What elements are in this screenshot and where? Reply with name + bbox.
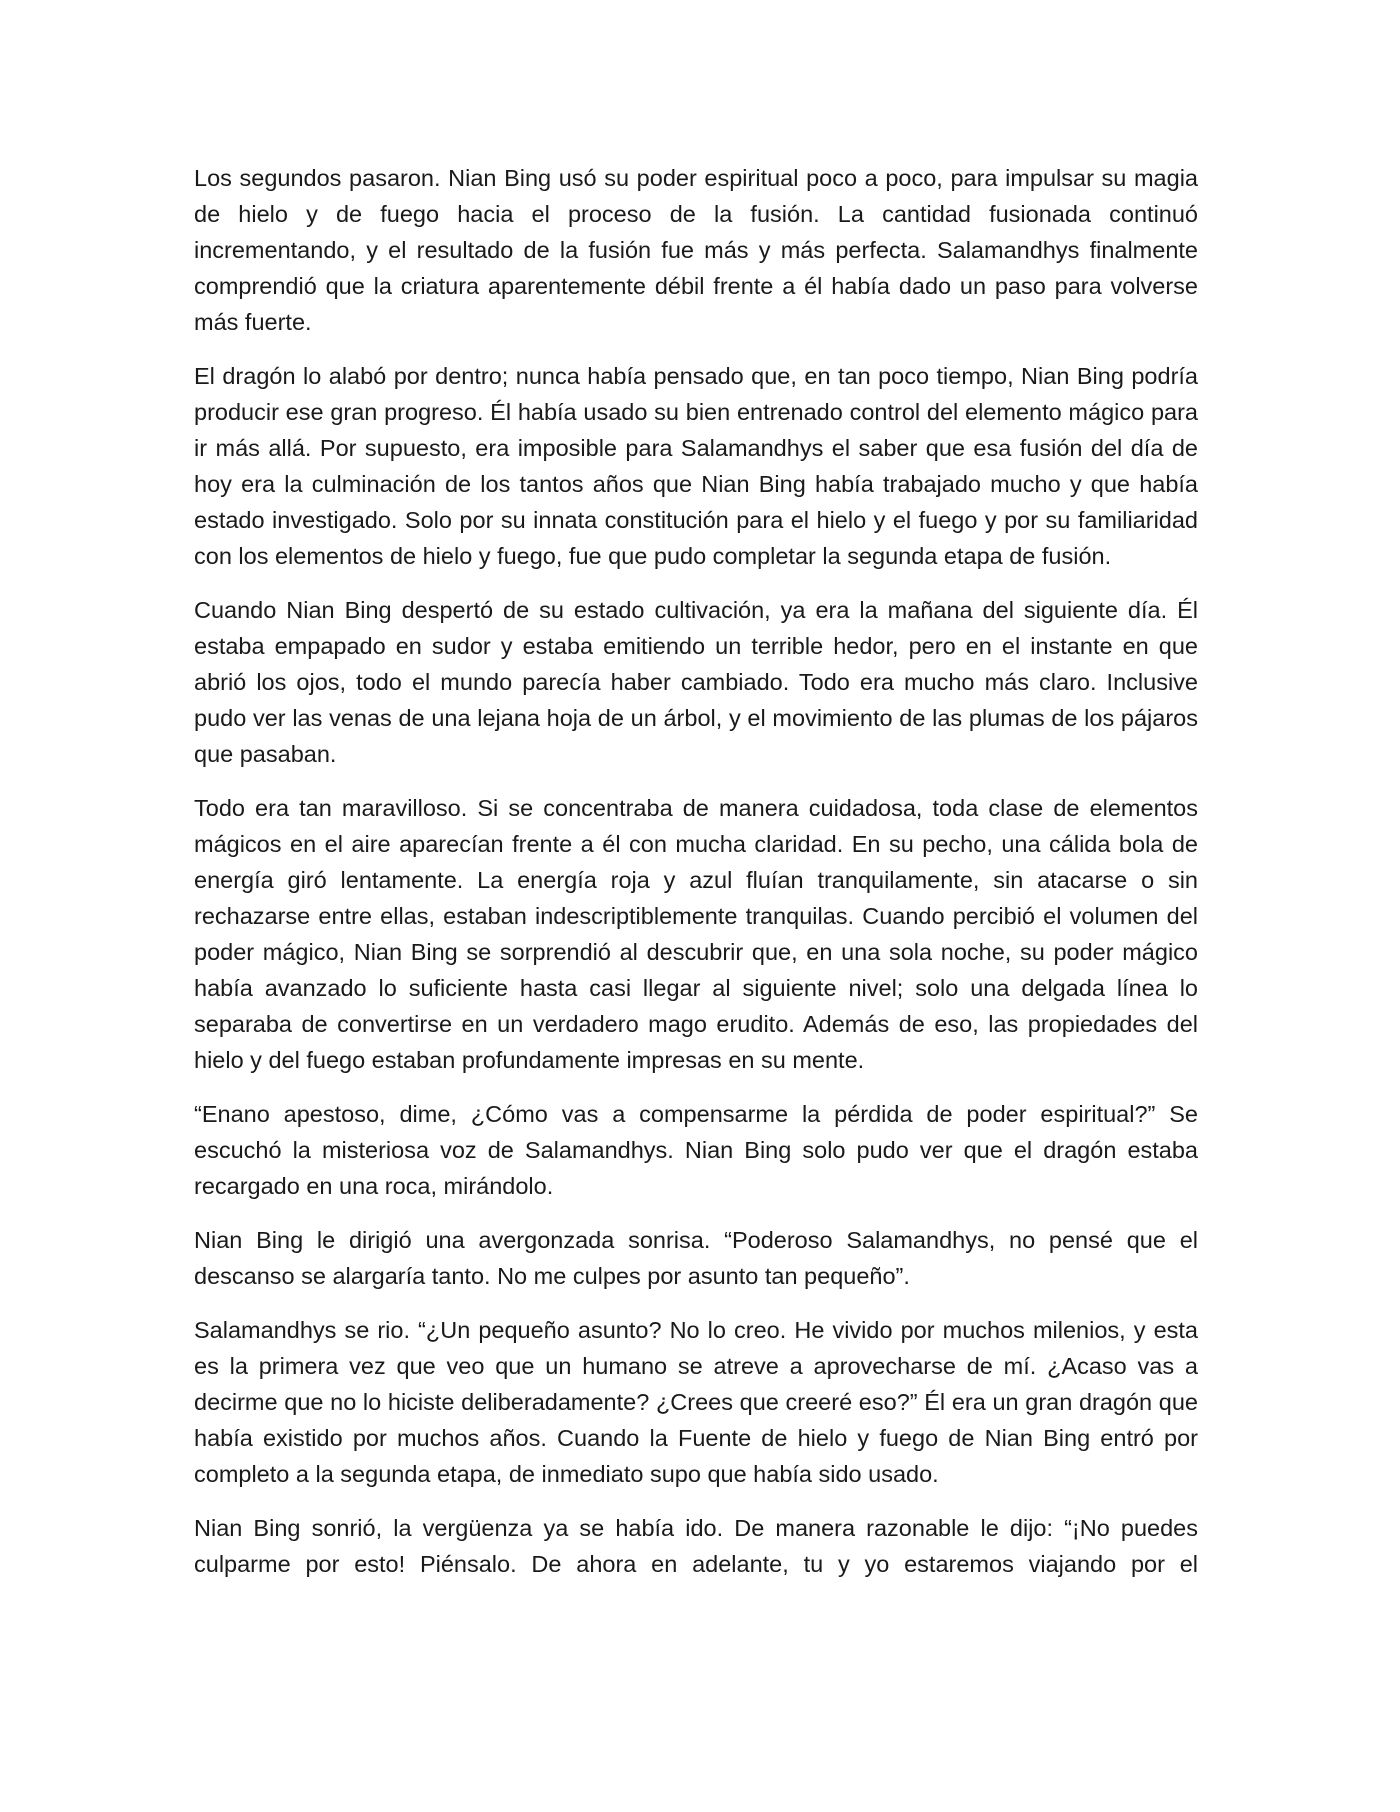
paragraph-8: Nian Bing sonrió, la vergüenza ya se había ido. De manera razonable le dijo: “¡No puedes culparme por esto! Piénsalo. De ahora en adelante, tu y yo estaremos viajando por el — [194, 1515, 1198, 1577]
paragraph-2: El dragón lo alabó por dentro; nunca había pensado que, en tan poco tiempo, Nian Bing podría producir ese gran progreso. Él había usado su bien entrenado control del elemento mágico para ir más allá. Por supuesto, era imposible para Salamandhys el saber que esa fusión del día de hoy era la culminación de los tantos años que Nian Bing había trabajado mucho y que había estado investigado. Solo por su innata constitución para el hielo y el fuego y por su familiaridad con los elementos de hielo y fuego, fue que pudo completar la segunda etapa de fusión. — [194, 363, 1198, 569]
paragraph-5: “Enano apestoso, dime, ¿Cómo vas a compensarme la pérdida de poder espiritual?” Se escuchó la misteriosa voz de Salamandhys. Nian Bing solo pudo ver que el dragón estaba recargado en una roca, mirándolo. — [194, 1101, 1198, 1199]
paragraph-1: Los segundos pasaron. Nian Bing usó su poder espiritual poco a poco, para impulsar su magia de hielo y de fuego hacia el proceso de la fusión. La cantidad fusionada continuó incrementando, y el resultado de la fusión fue más y más perfecta. Salamandhys finalmente comprendió que la criatura aparentemente débil frente a él había dado un paso para volverse más fuerte. — [194, 165, 1198, 335]
paragraph-6: Nian Bing le dirigió una avergonzada sonrisa. “Poderoso Salamandhys, no pensé que el descanso se alargaría tanto. No me culpes por asunto tan pequeño”. — [194, 1227, 1198, 1289]
paragraph-4: Todo era tan maravilloso. Si se concentraba de manera cuidadosa, toda clase de elementos mágicos en el aire aparecían frente a él con mucha claridad. En su pecho, una cálida bola de energía giró lentamente. La energía roja y azul fluían tranquilamente, sin atacarse o sin rechazarse entre ellas, estaban indescriptiblemente tranquilas. Cuando percibió el volumen del poder mágico, Nian Bing se sorprendió al descubrir que, en una sola noche, su poder mágico había avanzado lo suficiente hasta casi llegar al siguiente nivel; solo una delgada línea lo separaba de convertirse en un verdadero mago erudito. Además de eso, las propiedades del hielo y del fuego estaban profundamente impresas en su mente. — [194, 795, 1198, 1073]
paragraph-7: Salamandhys se rio. “¿Un pequeño asunto? No lo creo. He vivido por muchos milenios, y esta es la primera vez que veo que un humano se atreve a aprovecharse de mí. ¿Acaso vas a decirme que no lo hiciste deliberadamente? ¿Crees que creeré eso?” Él era un gran dragón que había existido por muchos años. Cuando la Fuente de hielo y fuego de Nian Bing entró por completo a la segunda etapa, de inmediato supo que había sido usado. — [194, 1317, 1198, 1487]
paragraph-3: Cuando Nian Bing despertó de su estado cultivación, ya era la mañana del siguiente día. Él estaba empapado en sudor y estaba emitiendo un terrible hedor, pero en el instante en que abrió los ojos, todo el mundo parecía haber cambiado. Todo era mucho más claro. Inclusive pudo ver las venas de una lejana hoja de un árbol, y el movimiento de las plumas de los pájaros que pasaban. — [194, 597, 1198, 767]
document-page — [194, 160, 1198, 1600]
